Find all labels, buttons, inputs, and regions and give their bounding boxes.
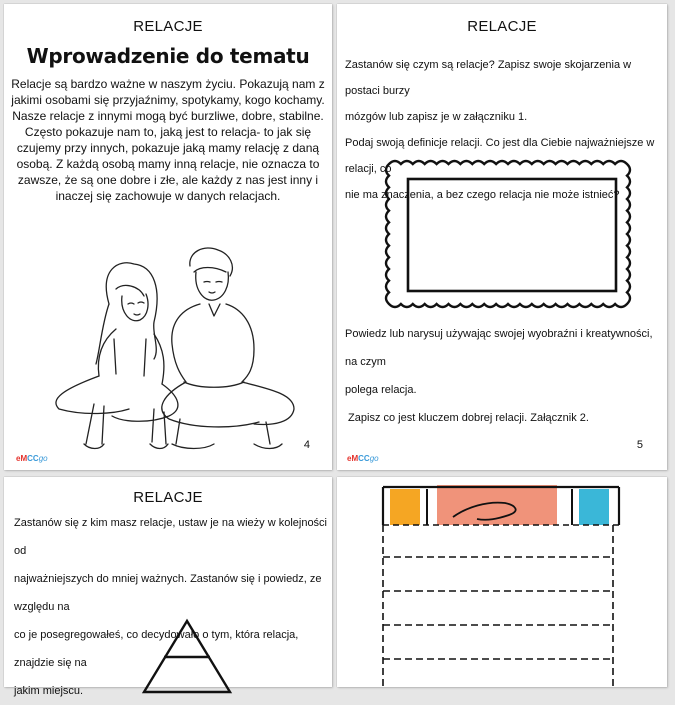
text-line: Zapisz co jest kluczem dobrej relacji. Załącznik 2. xyxy=(345,412,589,424)
text-line: Zastanów się czym są relacje? Zapisz swoje skojarzenia w postaci burzy xyxy=(345,59,632,97)
page-number: 4 xyxy=(303,439,310,451)
page-handshake xyxy=(337,477,667,687)
text-line: czujemy przy innych, pokazuje jaką mamy relację z daną xyxy=(16,141,320,155)
text-line: Podaj swoją definicje relacji. Co jest dla Ciebie najważniejsze w relacji, co xyxy=(345,137,655,175)
text-line: Powiedz lub narysuj używając swojej wyobraźni i kreatywności, na czym xyxy=(345,328,653,368)
emcc-logo: eMCCgo xyxy=(347,454,379,463)
page-header: RELACJE xyxy=(133,18,203,35)
two-people-sitting-illustration xyxy=(4,4,332,470)
page-5 xyxy=(337,4,667,470)
page-header: RELACJE xyxy=(133,489,203,506)
instructions-bottom xyxy=(345,320,663,432)
text-line: inaczej się zachowuje w danych relacjach. xyxy=(55,189,281,203)
text-line: Relacje są bardzo ważne w naszym życiu. Pokazują nam z xyxy=(11,77,325,91)
text-line: Często pokazuje nam to, jaką jest to relacja- to jak się xyxy=(24,125,312,139)
page-header: RELACJE xyxy=(467,18,537,35)
text-line: jakim miejscu. xyxy=(14,685,84,697)
text-line: mózgów lub zapisz je w załączniku 1. xyxy=(345,111,528,123)
text-line: Nasze relacje z innymi mogą być burzliwe, dobre, stabilne. xyxy=(12,109,324,123)
text-line: zawsze, że są one dobre i złe, ale każdy z nas jest inny i xyxy=(17,173,319,187)
handshake-icon xyxy=(337,477,667,687)
text-line: polega relacja. xyxy=(345,384,417,396)
text-line: jakimi osobami się przyjaźnimy, spotykamy, kogo kochamy. xyxy=(11,93,325,107)
page-number: 5 xyxy=(636,439,643,451)
text-line: Zastanów się z kim masz relacje, ustaw je na wieży w kolejności od xyxy=(14,517,328,557)
page-4 xyxy=(4,4,332,470)
text-line: co je posegregowałeś, co decydowało o tym, która relacja, znajdzie się na xyxy=(14,629,299,669)
text-line: nie ma znaczenia, a bez czego relacja nie może istnieć? xyxy=(345,189,620,201)
section-heading: Wprowadzenie do tematu xyxy=(26,44,310,68)
text-line: osobą. Z każdą osobą mamy inną relacje, nie oznacza to xyxy=(16,157,320,171)
pyramid-tower-icon xyxy=(4,477,332,687)
emcc-logo: eMCCgo xyxy=(16,454,48,463)
page-tower xyxy=(4,477,332,697)
text-line: najważniejszych do mniej ważnych. Zastanów się i powiedz, ze względu na xyxy=(14,573,322,613)
